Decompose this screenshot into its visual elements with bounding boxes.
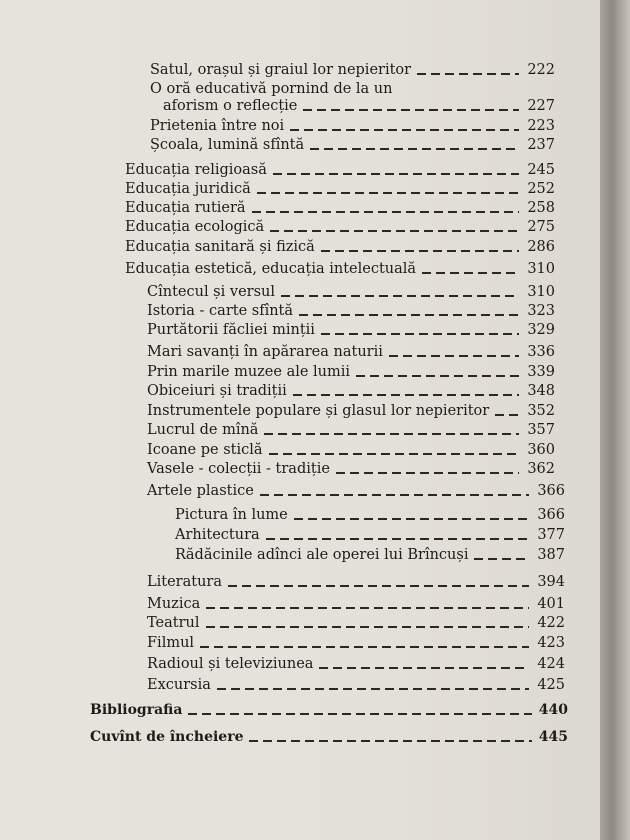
leader-dots [281,295,519,297]
toc-entry-educatia-estetica [125,260,555,278]
toc-entry-label: Filmul [147,635,195,651]
toc-entry-excursia [147,676,565,694]
toc-entry-bibliografia [90,701,568,719]
toc-entry-artele-plastice [147,482,565,500]
toc-entry-filmul [147,634,565,652]
leader-dots [260,494,529,496]
leader-dots [264,433,519,435]
toc-entry-label: Cuvînt de încheiere [90,729,244,745]
toc-entry-label: Satul, orașul și graiul lor nepieritor [150,62,412,78]
leader-dots [389,355,519,357]
leader-dots [310,148,519,150]
toc-entry-label: Educația juridică [125,181,251,197]
leader-dots [252,211,519,213]
toc-entry-page: 348 [527,383,555,399]
toc-entry-page: 377 [537,527,565,543]
toc-entry-label: Teatrul [147,615,200,631]
toc-entry-page: 387 [537,547,565,563]
toc-entry-instrumentele [147,402,555,420]
toc-entry-page: 310 [527,284,555,300]
leader-dots [273,173,519,175]
toc-entry-teatrul [147,614,565,632]
toc-entry-radacinile [175,546,565,564]
leader-dots [269,453,519,455]
toc-entry-page: 401 [537,596,565,612]
toc-entry-purtatorii [147,321,555,339]
toc-entry-page: 425 [537,677,565,693]
toc-entry-page: 336 [527,344,555,360]
leader-dots [228,585,529,587]
toc-entry-label: Arhitectura [175,527,260,543]
leader-dots [495,414,519,416]
toc-entry-page: 252 [527,181,555,197]
toc-entry-page: 445 [538,729,568,745]
toc-entry-lucrul-de-mina [147,421,555,439]
toc-entry-page: 424 [537,656,565,672]
toc-entry-label: Cîntecul și versul [147,284,275,300]
leader-dots [290,129,519,131]
leader-dots [188,713,532,716]
toc-entry-label: Purtătorii făcliei minții [147,322,315,338]
toc-entry-label: Bibliografia [90,702,183,718]
toc-entry-label: Educația estetică, educația intelectuală [125,261,417,277]
leader-dots [321,333,519,335]
toc-entry-page: 310 [527,261,555,277]
leader-dots [206,626,529,628]
toc-entry-cintecul [147,283,555,301]
toc-entry-label: Pictura în lume [175,507,288,523]
toc-entry-page: 323 [527,303,555,319]
leader-dots [270,230,519,232]
toc-entry-label: Obiceiuri și tradiții [147,383,287,399]
toc-entry-page: 237 [527,137,555,153]
toc-entry-label: Prin marile muzee ale lumii [147,364,351,380]
toc-entry-scoala [150,136,555,154]
toc-entry-page: 222 [527,62,555,78]
toc-entry-vasele [147,460,555,478]
leader-dots [299,314,519,316]
leader-dots [266,538,529,540]
toc-entry-ora-line1: O oră educativă pornind de la un [150,81,393,97]
toc-entry-educatia-sanitara [125,238,555,256]
toc-entry-page: 352 [527,403,555,419]
toc-entry-label: Instrumentele populare și glasul lor nepieritor [147,403,490,419]
toc-entry-page: 366 [537,507,565,523]
toc-entry-page: 362 [527,461,555,477]
toc-entry-page: 275 [527,219,555,235]
leader-dots [422,272,519,274]
toc-entry-prin-marile-muzee [147,363,555,381]
toc-entry-literatura [147,573,565,591]
toc-entry-icoane [147,441,555,459]
toc-entry-istoria [147,302,555,320]
leader-dots [257,192,519,194]
leader-dots [319,667,529,669]
toc-entry-label: Educația rutieră [125,200,246,216]
leader-dots [356,375,519,377]
leader-dots [217,688,529,690]
toc-entry-label: Școala, lumină sfîntă [150,137,305,153]
leader-dots [336,472,519,474]
toc-entry-page: 360 [527,442,555,458]
toc-entry-label: Prietenia între noi [150,118,285,134]
toc-entry-page: 223 [527,118,555,134]
leader-dots [303,109,519,111]
toc-entry-educatia-religioasa [125,161,555,179]
toc-entry-label: Radioul și televiziunea [147,656,314,672]
toc-entry-page: 286 [527,239,555,255]
toc-entry-label: Educația religioasă [125,162,267,178]
toc-entry-label: aforism o reflecție [163,98,298,114]
toc-entry-page: 258 [527,200,555,216]
leader-dots [474,558,529,560]
toc-entry-page: 245 [527,162,555,178]
toc-entry-muzica [147,595,565,613]
leader-dots [293,394,519,396]
toc-entry-satul [150,61,555,79]
toc-entry-label: Mari savanți în apărarea naturii [147,344,383,360]
toc-entry-label: Literatura [147,574,222,590]
toc-entry-radioul [147,655,565,673]
toc-entry-page: 366 [537,483,565,499]
toc-entry-page: 339 [527,364,555,380]
toc-entry-educatia-ecologica [125,218,555,236]
toc-entry-label: Icoane pe sticlă [147,442,263,458]
page-edge-shadow [600,0,630,840]
toc-entry-label: Educația ecologică [125,219,265,235]
leader-dots [294,518,529,520]
toc-entry-ora-educativa [163,97,555,115]
toc-entry-arhitectura [175,526,565,544]
toc-entry-label: Muzica [147,596,201,612]
leader-dots [206,607,529,609]
toc-entry-prietenia [150,117,555,135]
leader-dots [417,73,519,75]
toc-entry-label: Artele plastice [147,483,254,499]
leader-dots [249,740,532,743]
toc-entry-educatia-juridica [125,180,555,198]
toc-entry-mari-savanti [147,343,555,361]
toc-entry-page: 394 [537,574,565,590]
leader-dots [200,646,529,648]
toc-entry-page: 227 [527,98,555,114]
toc-entry-label: Excursia [147,677,211,693]
toc-entry-label: Educația sanitară și fizică [125,239,315,255]
toc-entry-educatia-rutiera [125,199,555,217]
toc-entry-label: Vasele - colecții - tradiție [147,461,330,477]
toc-entry-label: Lucrul de mînă [147,422,259,438]
toc-entry-pictura [175,506,565,524]
toc-entry-obiceiuri [147,382,555,400]
toc-entry-page: 440 [538,702,568,718]
toc-entry-page: 423 [537,635,565,651]
toc-entry-label: Istoria - carte sfîntă [147,303,294,319]
toc-entry-page: 357 [527,422,555,438]
toc-entry-cuvint-de-incheiere [90,728,568,746]
toc-entry-page: 329 [527,322,555,338]
leader-dots [321,250,519,252]
toc-entry-page: 422 [537,615,565,631]
toc-entry-label: Rădăcinile adînci ale operei lui Brîncuși [175,547,469,563]
